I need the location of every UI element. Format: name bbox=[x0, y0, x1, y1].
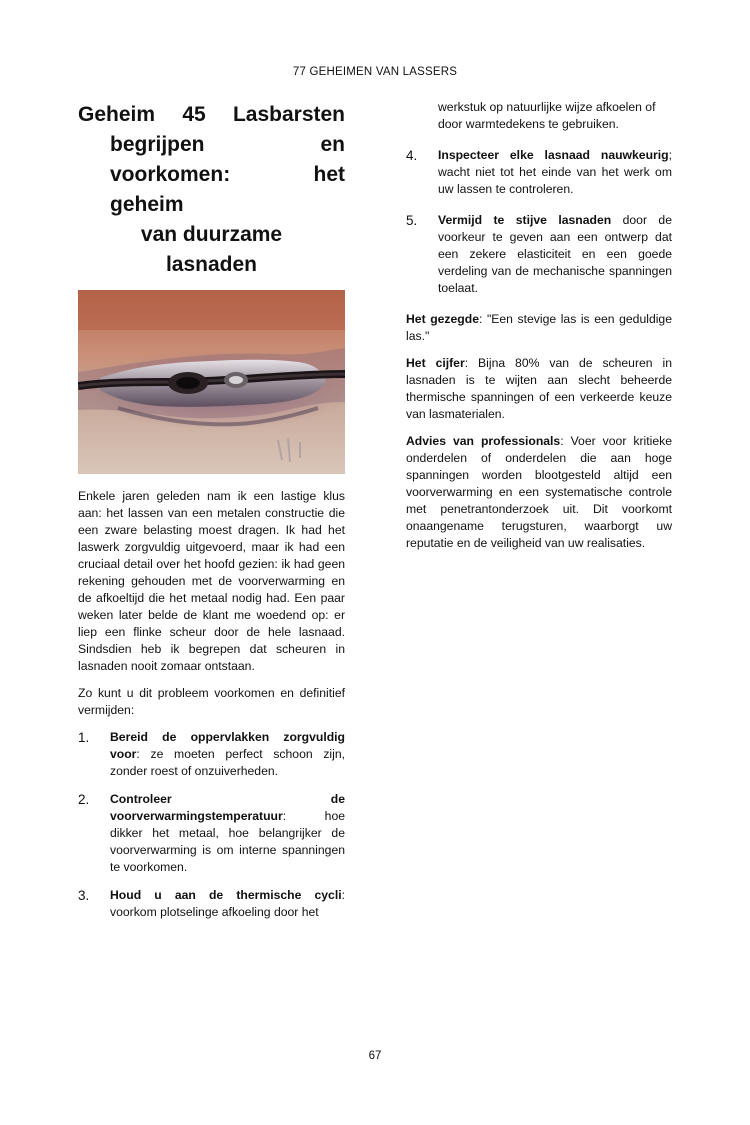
list-number: 5. bbox=[406, 213, 418, 228]
list-number: 2. bbox=[78, 792, 90, 807]
list-number: 3. bbox=[78, 888, 90, 903]
advice-label: Advies van professionals bbox=[406, 434, 561, 448]
list-rest: : ze moeten perfect schoon zijn, zonder roest of onzuiverheden. bbox=[110, 747, 345, 778]
list-number: 4. bbox=[406, 148, 418, 163]
list-text bbox=[438, 147, 672, 198]
list-item bbox=[406, 212, 672, 297]
advice-text: : Voer voor kritieke onderdelen of onderdelen die aan hoge spanningen worden blootgesteld altijd een voorverwarming en een systematische controle met penetrantonderzoek uit. Dit voorkomt onaangename terugsturen, waarborgt uw reputatie en de veiligheid van uw realisaties. bbox=[406, 434, 672, 550]
advice-paragraph bbox=[406, 433, 672, 552]
title-word: 45 bbox=[182, 103, 206, 126]
steps-list-right bbox=[406, 147, 672, 297]
title-word: Geheim bbox=[78, 103, 156, 126]
list-bold: Houd u aan de thermische cycli bbox=[110, 888, 342, 902]
running-header: 77 GEHEIMEN VAN LASSERS bbox=[292, 66, 458, 78]
list-text bbox=[438, 212, 672, 297]
list-rest: : hoe dikker het metaal, hoe belangrijker de voorverwarming is om interne spanningen te voorkomen. bbox=[110, 809, 345, 874]
right-column bbox=[406, 99, 672, 562]
title-word: geheim bbox=[110, 193, 184, 216]
list-text bbox=[110, 729, 345, 780]
figure-text: : Bijna 80% van de scheuren in lasnaden is te wijten aan slecht beheerde thermische spanningen of een verkeerde keuze van lasmaterialen. bbox=[406, 356, 672, 421]
list-bold: Controleer de voorverwarmingstemperatuur bbox=[110, 792, 345, 823]
saying-text: : "Een stevige las is een geduldige las." bbox=[406, 312, 672, 343]
list-text bbox=[110, 887, 345, 921]
title-line bbox=[78, 160, 345, 190]
title-line bbox=[78, 220, 345, 250]
saying-label: Het gezegde bbox=[406, 312, 479, 326]
intro-paragraph: Enkele jaren geleden nam ik een lastige klus aan: het lassen van een metalen constructie die een zware belasting moest dragen. Ik had het laswerk zorgvuldig uitgevoerd, maar ik had een cruciaal detail over het hoofd gezien: ik had geen rekening gehouden met de voorverwarming en de afkoeltijd die het metaal nodig had. Een paar weken later belde de klant me woedend op: er liep een flinke scheur door de hele lasnaad. Sindsdien heb ik begrepen dat scheuren in lasnaden nooit zomaar ontstaan. bbox=[78, 489, 345, 673]
title-word: van duurzame bbox=[140, 223, 283, 246]
list-bold: Vermijd te stijve lasnaden bbox=[438, 213, 612, 227]
figure-paragraph bbox=[406, 355, 672, 423]
title-word: begrijpen bbox=[110, 133, 205, 156]
steps-list-left bbox=[78, 729, 345, 921]
title-line bbox=[78, 130, 345, 160]
title-line bbox=[78, 190, 345, 220]
title-word: Lasbarsten bbox=[232, 103, 345, 126]
step3-continuation: werkstuk op natuurlijke wijze afkoelen of door warmtedekens te gebruiken. bbox=[438, 100, 656, 131]
list-bold: Inspecteer elke lasnaad nauwkeurig bbox=[438, 148, 669, 162]
chapter-title bbox=[78, 100, 345, 280]
list-item bbox=[78, 729, 345, 780]
figure-label: Het cijfer bbox=[406, 356, 465, 370]
title-word: en bbox=[320, 133, 345, 156]
title-word: voorkomen: bbox=[110, 163, 231, 186]
list-rest: door de voorkeur te geven aan een ontwerp dat een zekere elasticiteit en een goede verdeling van de mechanische spanningen toelaat. bbox=[438, 213, 672, 295]
title-word: lasnaden bbox=[165, 253, 258, 276]
title-line bbox=[78, 250, 345, 280]
page-number: 67 bbox=[368, 1050, 382, 1062]
list-number: 1. bbox=[78, 730, 90, 745]
list-rest: ; wacht niet tot het einde van het werk om uw lassen te controleren. bbox=[438, 148, 672, 196]
title-line bbox=[78, 100, 345, 130]
list-bold: Bereid de oppervlakken zorgvuldig voor bbox=[110, 730, 345, 761]
saying-paragraph bbox=[406, 311, 672, 345]
weld-crack-photo bbox=[78, 290, 345, 474]
lead-paragraph: Zo kunt u dit probleem voorkomen en definitief vermijden: bbox=[78, 686, 345, 717]
list-item bbox=[78, 887, 345, 921]
list-item bbox=[78, 791, 345, 876]
list-text bbox=[110, 791, 345, 876]
left-column bbox=[78, 100, 345, 932]
list-rest: : voorkom plotselinge afkoeling door het bbox=[110, 888, 345, 919]
list-item bbox=[406, 147, 672, 198]
title-word: het bbox=[313, 163, 345, 186]
